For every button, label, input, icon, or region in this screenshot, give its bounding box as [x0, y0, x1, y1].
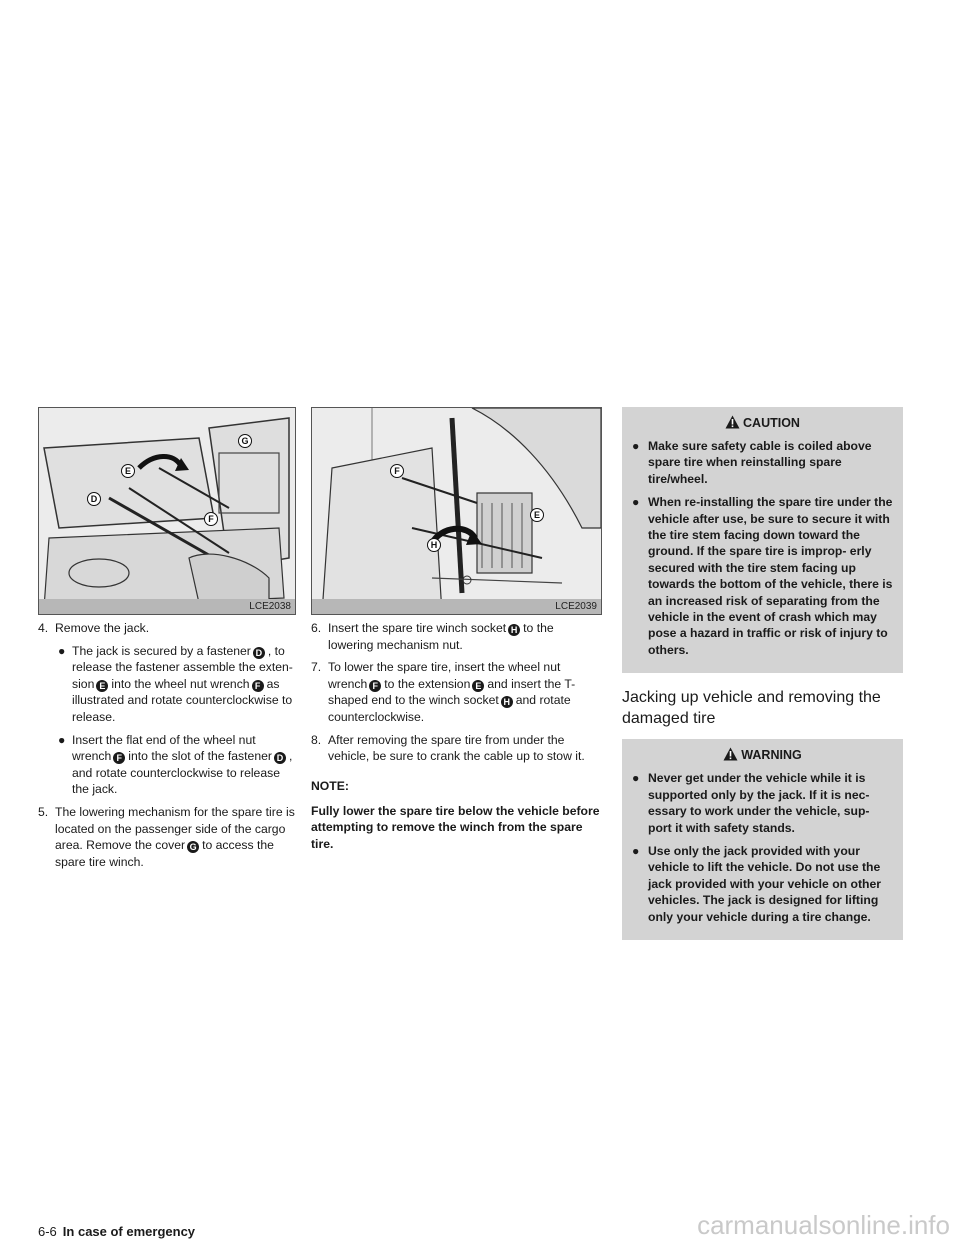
note-body: Fully lower the spare tire below the vehicle before attempting to remove the winch from the spare tire.	[311, 803, 600, 851]
figure-code: LCE2039	[312, 599, 601, 614]
warning-item: ● Never get under the vehicle while it is supported only by the jack. If it is nec- essary to work under the vehicle, sup- port it with safety stands.	[632, 771, 870, 835]
section-heading: Jacking up vehicle and removing the damaged tire	[622, 689, 881, 728]
figure-winch	[311, 407, 602, 615]
warning-item: ● Use only the jack provided with your vehicle to lift the vehicle. Do not use the jack provided with your vehicle on other vehicles. The jack is designed for lifting only your vehicle during a tire change.	[632, 843, 881, 924]
callout-h: H	[425, 534, 444, 552]
caution-item: ● Make sure safety cable is coiled above spare tire when reinstalling spare tire/wheel.	[632, 439, 872, 486]
column-left	[38, 407, 296, 870]
chapter-title: In case of emergency	[62, 1224, 196, 1239]
callout-g: G	[236, 430, 255, 448]
note-heading: NOTE:	[311, 778, 349, 793]
caution-item: ● When re-installing the spare tire under the vehicle after use, be sure to secure it with the tire stem facing down toward the ground. If the spare tire is improp- erly secured with the tire stem facing up towards the bottom of the vehicle, there is an increased risk of separating from the vehicle in the event of crash which may pose a hazard in traffic or risk of injury to others.	[632, 495, 893, 657]
warning-title: WARNING	[630, 747, 895, 762]
step-8: 8 . After removing the spare tire from under the vehicle, be sure to crank the cable up to stow it.	[311, 732, 602, 765]
callout-f: F	[202, 508, 221, 526]
figure-code: LCE2038	[39, 599, 295, 614]
callout-e: E	[528, 504, 547, 522]
caution-title: CAUTION	[630, 415, 895, 430]
page-number: 6-6	[38, 1224, 57, 1239]
illustration-jack	[39, 408, 295, 614]
step-7: 7 . To lower the spare tire, insert the wheel nut wrench F to the extension E and insert the T-shaped end to the winch socket H and rotate counterclockwise.	[311, 659, 602, 725]
warning-box	[622, 739, 903, 940]
callout-e: E	[119, 460, 138, 478]
page-footer	[38, 1224, 195, 1239]
watermark: carmanualsonline.info	[697, 1210, 950, 1240]
callout-d: D	[85, 488, 104, 506]
column-middle	[311, 407, 602, 853]
figure-jack-removal	[38, 407, 296, 615]
caution-box	[622, 407, 903, 673]
step-4-bullet-1: ● The jack is secured by a fastener D , to release the fastener assemble the exten- sion E into the wheel nut wrench F as illustrated and rotate counterclockwise to release.	[58, 643, 293, 724]
step-5: 5 . The lowering mechanism for the spare tire is located on the passenger side of the cargo area. Remove the cover G to access the spare tire winch.	[38, 804, 296, 870]
step-4: 4 . Remove the jack. ● The jack is secured by a fastener D , to release the fastener assemble the exten- sion E into the wheel nut wrench F as illustrated and rotate counterclockwise to release. ● Insert the flat end of the wheel nut wrench F into the slot of the fastener D , and rotate counterclockwise to release the jack.	[38, 620, 296, 798]
callout-f: F	[388, 460, 407, 478]
warning-triangle-icon	[723, 747, 738, 761]
illustration-winch	[312, 408, 601, 614]
warning-triangle-icon	[725, 415, 740, 429]
column-right	[622, 407, 903, 940]
step-6: 6 . Insert the spare tire winch socket H to the lowering mechanism nut.	[311, 620, 602, 653]
step-4-bullet-2: ● Insert the flat end of the wheel nut wrench F into the slot of the fastener D , and rotate counterclockwise to release the jack.	[58, 732, 293, 797]
